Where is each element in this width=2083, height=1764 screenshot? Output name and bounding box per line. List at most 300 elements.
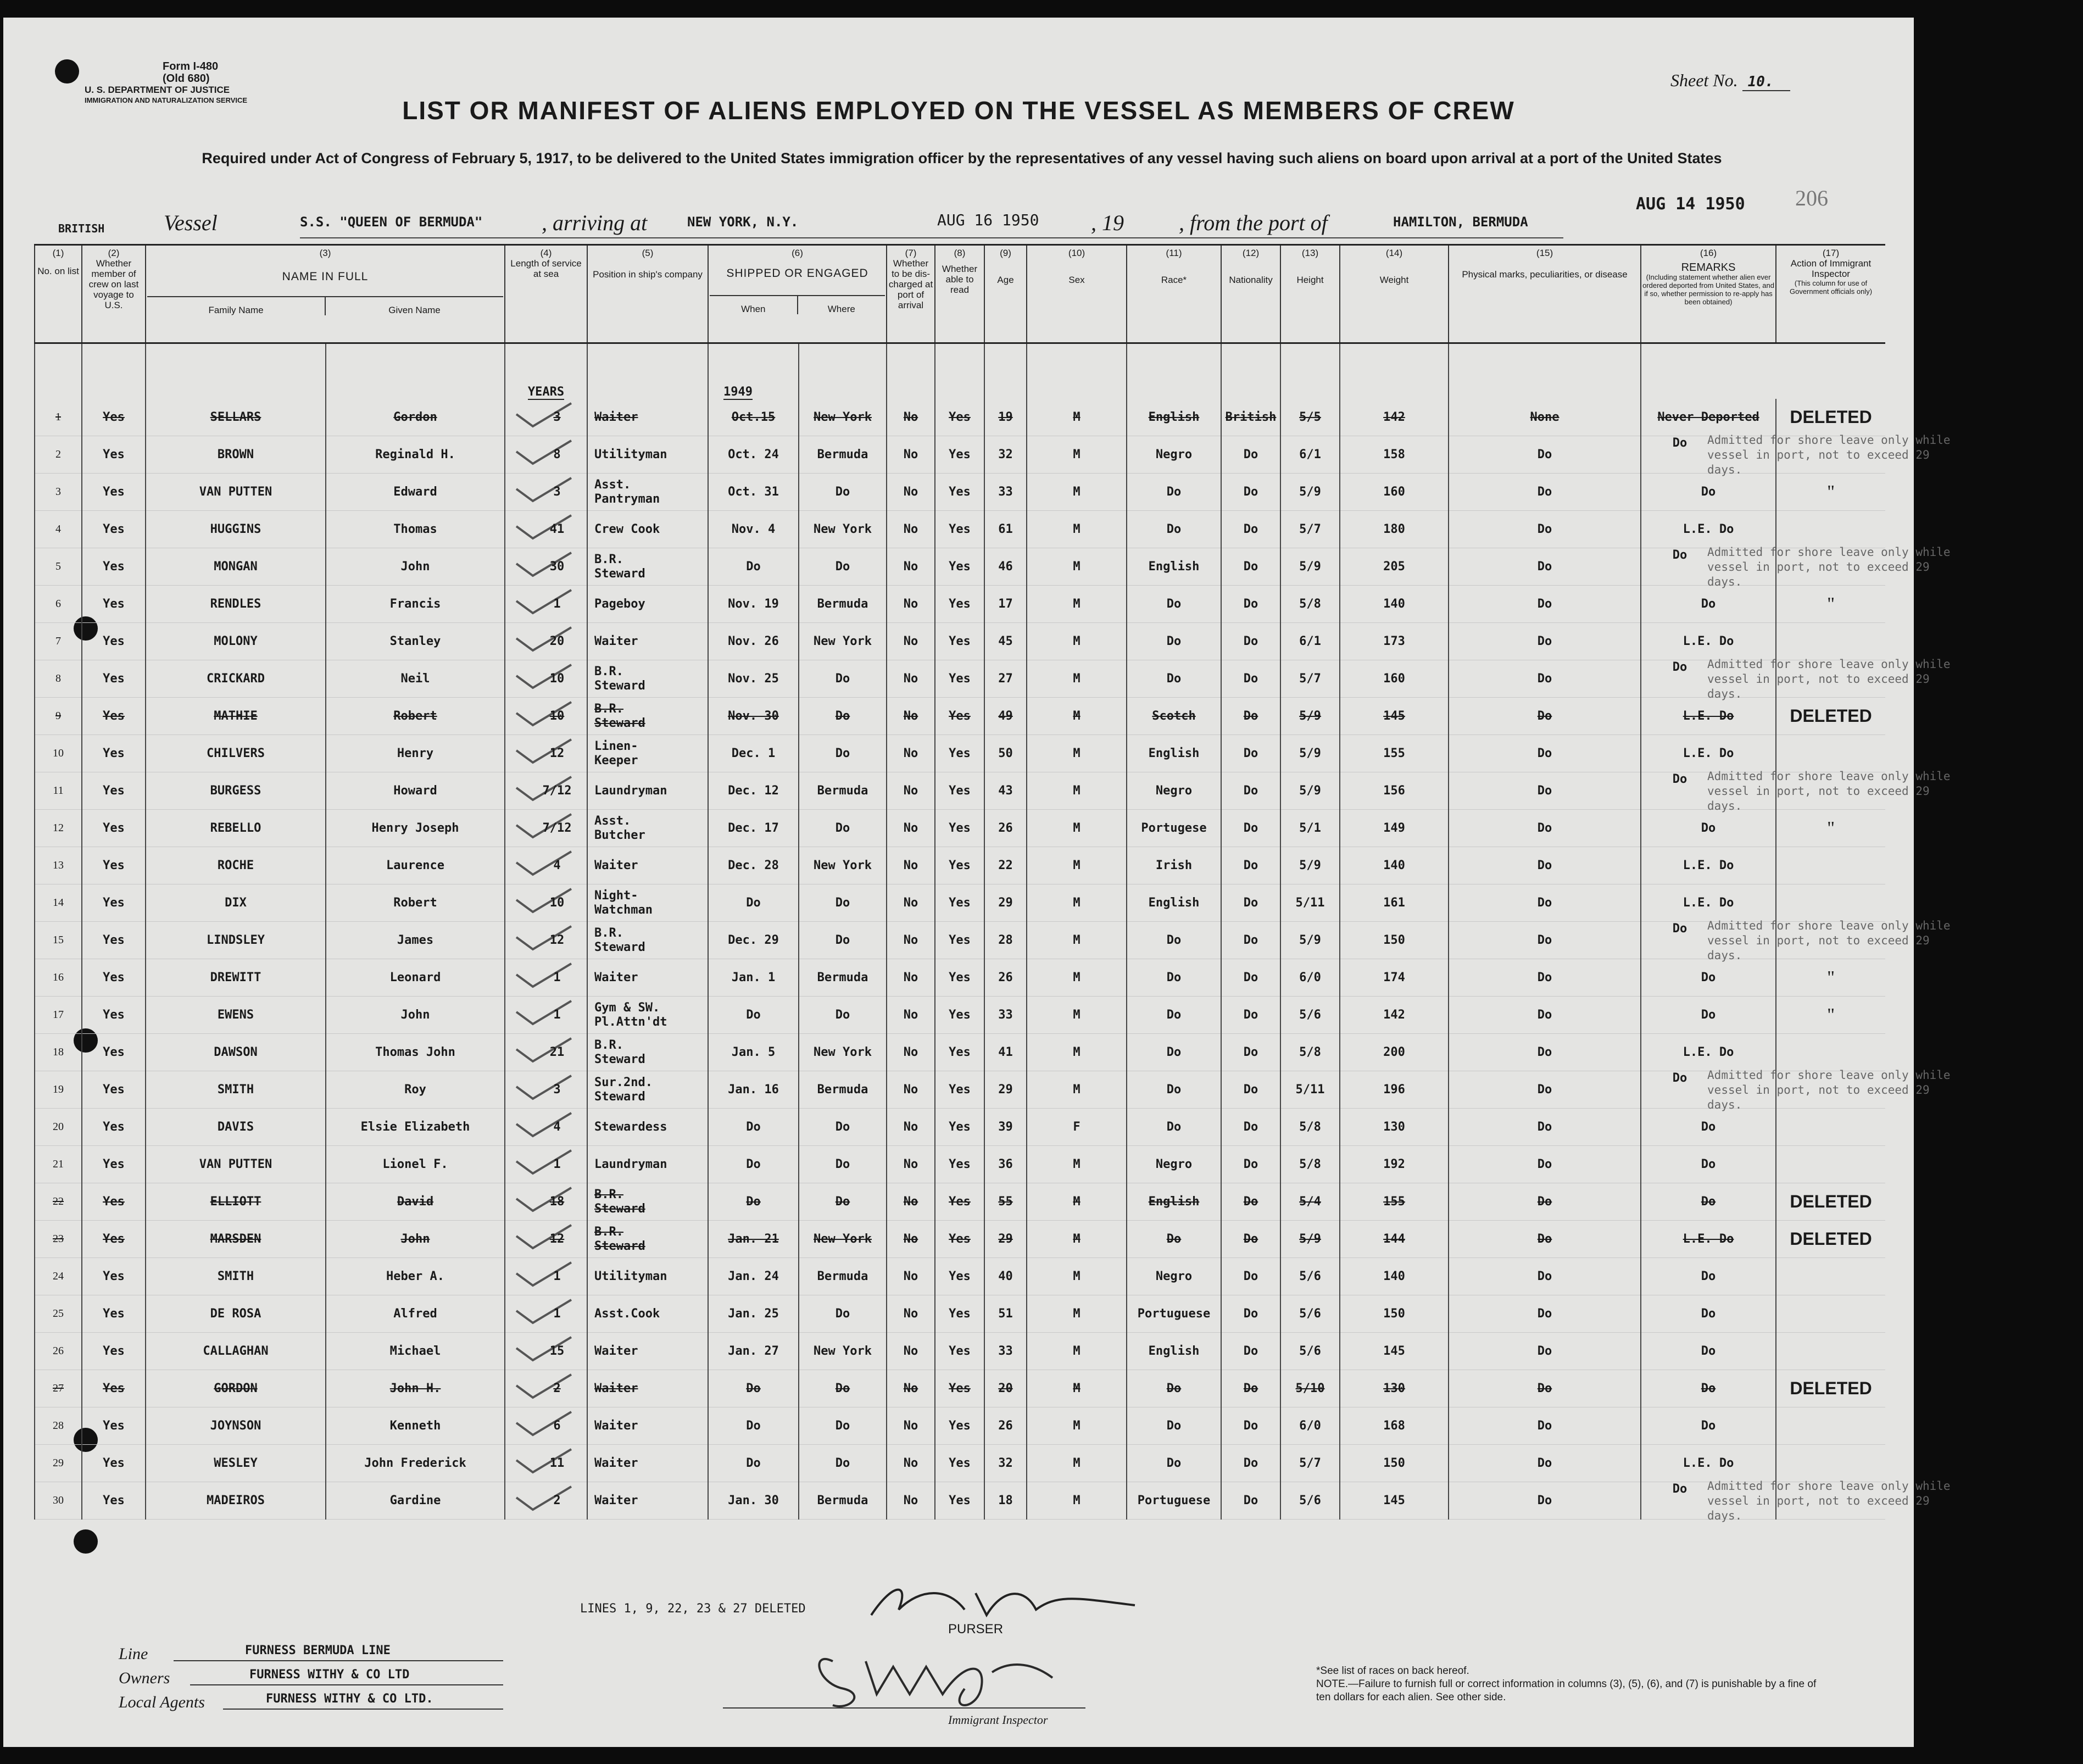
service-cell: 7/12 — [505, 772, 587, 810]
physical-marks-cell: Do — [1449, 548, 1641, 586]
member-cell: Yes — [82, 548, 146, 586]
position-cell: Crew Cook — [587, 511, 708, 548]
member-cell: Yes — [82, 586, 146, 623]
age-cell: 46 — [984, 548, 1027, 586]
given-name-cell: Henry — [326, 735, 505, 772]
check-mark-icon — [516, 1375, 571, 1402]
shipped-where-cell: New York — [799, 511, 887, 548]
vessel-label: Vessel — [164, 210, 218, 235]
sex-cell: M — [1027, 474, 1127, 511]
shipped-when-cell: Do — [708, 1445, 799, 1482]
nationality-cell: Do — [1221, 548, 1280, 586]
row-number: 5 — [35, 548, 82, 586]
shipped-when-cell: Jan. 1 — [708, 959, 799, 997]
weight-cell: 173 — [1340, 623, 1449, 660]
position-cell: B.R. Steward — [587, 698, 708, 735]
weight-cell: 205 — [1340, 548, 1449, 586]
position-cell: Waiter — [587, 399, 708, 436]
deleted-label: DELETED — [1790, 407, 1872, 427]
service-cell: 4 — [505, 1109, 587, 1146]
family-name-cell: CRICKARD — [146, 660, 326, 698]
physical-marks-cell: Do — [1449, 586, 1641, 623]
check-mark-icon — [516, 478, 571, 505]
member-cell: Yes — [82, 1407, 146, 1445]
age-cell: 29 — [984, 1071, 1027, 1109]
table-body — [35, 343, 1951, 1522]
position-cell: Utilityman — [587, 1258, 708, 1295]
table-row — [35, 1445, 1885, 1482]
shipped-when-cell: Oct. 24 — [708, 436, 799, 474]
position-cell: Asst. Pantryman — [587, 474, 708, 511]
position-cell: Laundryman — [587, 1146, 708, 1183]
row-number: 19 — [35, 1071, 82, 1109]
family-name-cell: CALLAGHAN — [146, 1333, 326, 1370]
shipped-when-cell: Jan. 27 — [708, 1333, 799, 1370]
race-cell: Do — [1127, 1370, 1221, 1407]
position-cell: B.R. Steward — [587, 660, 708, 698]
remarks-cell: Do — [1641, 1109, 1776, 1146]
col-name-header: (3) NAME IN FULL Family Name Given Name — [146, 245, 505, 343]
height-cell: 5/10 — [1280, 1370, 1340, 1407]
weight-cell: 142 — [1340, 399, 1449, 436]
deleted-label: DELETED — [1790, 1378, 1872, 1398]
race-cell: Do — [1127, 511, 1221, 548]
given-name-cell: Reginald H. — [326, 436, 505, 474]
remarks-cell: Do — [1641, 474, 1776, 511]
position-cell: Asst.Cook — [587, 1295, 708, 1333]
weight-cell: 192 — [1340, 1146, 1449, 1183]
discharged-cell: No — [887, 772, 935, 810]
row-number: 14 — [35, 884, 82, 922]
read-cell: Yes — [935, 1370, 984, 1407]
given-name-cell: Henry Joseph — [326, 810, 505, 847]
given-name-cell: Gardine — [326, 1482, 505, 1520]
sex-cell: M — [1027, 1221, 1127, 1258]
family-name-cell: DREWITT — [146, 959, 326, 997]
service-cell: 12 — [505, 1221, 587, 1258]
member-cell: Yes — [82, 1370, 146, 1407]
deleted-label: DELETED — [1790, 706, 1872, 726]
physical-marks-cell: Do — [1449, 1221, 1641, 1258]
position-cell: B.R. Steward — [587, 1221, 708, 1258]
read-cell: Yes — [935, 810, 984, 847]
table-row — [35, 997, 1885, 1034]
shore-leave-note: Admitted for shore leave only while vessel in port, not to exceed 29 days. — [1707, 658, 1951, 700]
manifest-sheet — [3, 18, 1951, 1747]
position-cell: Asst. Butcher — [587, 810, 708, 847]
read-cell: Yes — [935, 1407, 984, 1445]
read-cell: Yes — [935, 1258, 984, 1295]
table-row — [35, 959, 1885, 997]
member-cell: Yes — [82, 399, 146, 436]
table-row — [35, 1183, 1885, 1221]
age-cell: 26 — [984, 1407, 1027, 1445]
shipped-when-cell: Oct.15 — [708, 399, 799, 436]
sex-cell: M — [1027, 1407, 1127, 1445]
shipped-where-cell: Do — [799, 1370, 887, 1407]
age-cell: 36 — [984, 1146, 1027, 1183]
discharged-cell: No — [887, 1221, 935, 1258]
discharged-cell: No — [887, 698, 935, 735]
member-cell: Yes — [82, 474, 146, 511]
discharged-cell: No — [887, 884, 935, 922]
physical-marks-cell: Do — [1449, 847, 1641, 884]
shipped-where-cell: Bermuda — [799, 586, 887, 623]
crew-manifest-table — [34, 244, 1951, 1522]
discharged-cell: No — [887, 1482, 935, 1520]
family-name-cell: WESLEY — [146, 1445, 326, 1482]
sex-cell: M — [1027, 1183, 1127, 1221]
row-number: 10 — [35, 735, 82, 772]
position-cell: Waiter — [587, 847, 708, 884]
table-row — [35, 511, 1885, 548]
row-number: 7 — [35, 623, 82, 660]
position-cell: Waiter — [587, 959, 708, 997]
shipped-where-cell: Do — [799, 1146, 887, 1183]
age-cell: 55 — [984, 1183, 1027, 1221]
remarks-cell: Do Admitted for shore leave only while vessel in port, not to exceed 29 days. — [1641, 1482, 1776, 1520]
shipped-where-cell: Do — [799, 548, 887, 586]
discharged-cell: No — [887, 1407, 935, 1445]
weight-cell: 140 — [1340, 1258, 1449, 1295]
physical-marks-cell: Do — [1449, 735, 1641, 772]
weight-cell: 155 — [1340, 735, 1449, 772]
service-cell: 6 — [505, 1407, 587, 1445]
member-cell: Yes — [82, 1333, 146, 1370]
shipped-where-cell: Do — [799, 810, 887, 847]
given-name-cell: Stanley — [326, 623, 505, 660]
given-name-cell: Gordon — [326, 399, 505, 436]
family-name-cell: SMITH — [146, 1071, 326, 1109]
remarks-cell: Do Admitted for shore leave only while vessel in port, not to exceed 29 days. — [1641, 548, 1776, 586]
sex-cell: M — [1027, 959, 1127, 997]
shipped-when-cell: Jan. 24 — [708, 1258, 799, 1295]
height-cell: 5/6 — [1280, 1295, 1340, 1333]
physical-marks-cell: Do — [1449, 1445, 1641, 1482]
col-position-header: (5) Position in ship's company — [587, 245, 708, 343]
nationality-cell: Do — [1221, 1445, 1280, 1482]
member-cell: Yes — [82, 884, 146, 922]
height-cell: 5/8 — [1280, 586, 1340, 623]
nationality-cell: Do — [1221, 997, 1280, 1034]
col-member-header: (2) Whether member of crew on last voyage to U.S. — [82, 245, 146, 343]
service-cell: 7/12 — [505, 810, 587, 847]
remarks-cell: L.E. Do — [1641, 1034, 1776, 1071]
sex-cell: M — [1027, 1034, 1127, 1071]
read-cell: Yes — [935, 735, 984, 772]
col-action-header: (17) Action of Immigrant Inspector (This column for use of Government officials only) — [1776, 245, 1885, 343]
family-name-header: Family Name — [208, 305, 264, 315]
height-cell: 5/5 — [1280, 399, 1340, 436]
col-age-header: (9) Age — [984, 245, 1027, 343]
age-cell: 50 — [984, 735, 1027, 772]
table-row — [35, 884, 1885, 922]
shipped-when-cell: Jan. 5 — [708, 1034, 799, 1071]
remarks-cell: Do Admitted for shore leave only while vessel in port, not to exceed 29 days. — [1641, 772, 1776, 810]
service-cell: 15 — [505, 1333, 587, 1370]
table-row — [35, 1333, 1885, 1370]
remarks-cell: Do — [1641, 1370, 1776, 1407]
given-name-cell: James — [326, 922, 505, 959]
position-cell: Waiter — [587, 1482, 708, 1520]
row-number: 23 — [35, 1221, 82, 1258]
remarks-cell: L.E. Do — [1641, 735, 1776, 772]
nationality-cell: Do — [1221, 660, 1280, 698]
action-cell — [1776, 399, 1885, 436]
table-row — [35, 548, 1885, 586]
family-name-cell: EWENS — [146, 997, 326, 1034]
discharged-cell: No — [887, 1034, 935, 1071]
family-name-cell: GORDON — [146, 1370, 326, 1407]
height-cell: 5/9 — [1280, 847, 1340, 884]
weight-cell: 150 — [1340, 1295, 1449, 1333]
discharged-cell: No — [887, 511, 935, 548]
height-cell: 5/6 — [1280, 1482, 1340, 1520]
table-row — [35, 1295, 1885, 1333]
height-cell: 5/6 — [1280, 1333, 1340, 1370]
height-cell: 5/8 — [1280, 1034, 1340, 1071]
weight-cell: 140 — [1340, 586, 1449, 623]
table-header — [35, 245, 1885, 343]
service-cell: 2 — [505, 1370, 587, 1407]
table-row — [35, 772, 1885, 810]
weight-cell: 145 — [1340, 1482, 1449, 1520]
table-row — [35, 586, 1885, 623]
check-mark-icon — [516, 1262, 571, 1290]
age-cell: 29 — [984, 1221, 1027, 1258]
action-cell — [1776, 1109, 1885, 1146]
year-1949-marker: 1949 — [723, 385, 753, 399]
agents-label: Local Agents — [119, 1693, 205, 1711]
row-number: 18 — [35, 1034, 82, 1071]
action-cell: " — [1776, 474, 1885, 511]
action-cell — [1776, 1034, 1885, 1071]
physical-marks-cell: None — [1449, 399, 1641, 436]
race-cell: Do — [1127, 1221, 1221, 1258]
weight-cell: 144 — [1340, 1221, 1449, 1258]
shipped-when-cell: Nov. 30 — [708, 698, 799, 735]
height-cell: 6/1 — [1280, 436, 1340, 474]
form-number: Form I-480 (Old 680) — [163, 60, 219, 85]
col-shipped-header: (6) SHIPPED OR ENGAGED When Where — [708, 245, 887, 343]
given-name-cell: John Frederick — [326, 1445, 505, 1482]
shipped-when-cell: Dec. 17 — [708, 810, 799, 847]
race-cell: Do — [1127, 1445, 1221, 1482]
race-cell: Portugese — [1127, 810, 1221, 847]
read-cell: Yes — [935, 548, 984, 586]
member-cell: Yes — [82, 1295, 146, 1333]
family-name-cell: VAN PUTTEN — [146, 474, 326, 511]
sex-cell: M — [1027, 997, 1127, 1034]
check-mark-icon — [516, 1300, 571, 1327]
read-cell: Yes — [935, 1333, 984, 1370]
table-row — [35, 1146, 1885, 1183]
inspector-label: Immigrant Inspector — [948, 1713, 1048, 1727]
action-cell — [1776, 623, 1885, 660]
given-name-cell: Elsie Elizabeth — [326, 1109, 505, 1146]
read-cell: Yes — [935, 884, 984, 922]
family-name-cell: BROWN — [146, 436, 326, 474]
remarks-cell: Do — [1641, 1295, 1776, 1333]
shipped-where-cell: Do — [799, 660, 887, 698]
service-cell: 8 — [505, 436, 587, 474]
weight-cell: 160 — [1340, 660, 1449, 698]
age-cell: 32 — [984, 436, 1027, 474]
check-mark-icon — [516, 1001, 571, 1028]
deleted-label: DELETED — [1790, 1192, 1872, 1211]
height-cell: 5/9 — [1280, 922, 1340, 959]
department-header: U. S. DEPARTMENT OF JUSTICE IMMIGRATION AND NATURALIZATION SERVICE — [85, 85, 248, 104]
remarks-cell: Do — [1641, 1146, 1776, 1183]
read-cell: Yes — [935, 399, 984, 436]
sex-cell: M — [1027, 1146, 1127, 1183]
remarks-cell: L.E. Do — [1641, 847, 1776, 884]
nationality-cell: Do — [1221, 1295, 1280, 1333]
physical-marks-cell: Do — [1449, 1370, 1641, 1407]
weight-cell: 160 — [1340, 474, 1449, 511]
physical-marks-cell: Do — [1449, 959, 1641, 997]
height-cell: 5/6 — [1280, 1258, 1340, 1295]
age-cell: 41 — [984, 1034, 1027, 1071]
race-cell: Portuguese — [1127, 1482, 1221, 1520]
discharged-cell: No — [887, 1295, 935, 1333]
nationality-cell: Do — [1221, 772, 1280, 810]
weight-cell: 200 — [1340, 1034, 1449, 1071]
shipped-where-cell: New York — [799, 1221, 887, 1258]
agents-underline — [223, 1709, 503, 1710]
position-cell: Utilityman — [587, 436, 708, 474]
physical-marks-cell: Do — [1449, 1333, 1641, 1370]
check-mark-icon — [516, 1150, 571, 1178]
read-cell: Yes — [935, 1445, 984, 1482]
discharged-cell: No — [887, 1333, 935, 1370]
weight-cell: 161 — [1340, 884, 1449, 922]
race-cell: Negro — [1127, 1146, 1221, 1183]
race-cell: Do — [1127, 586, 1221, 623]
discharged-cell: No — [887, 623, 935, 660]
service-cell: 11 — [505, 1445, 587, 1482]
check-mark-icon — [516, 590, 571, 617]
member-cell: Yes — [82, 922, 146, 959]
check-mark-icon — [516, 403, 571, 431]
remarks-cell: L.E. Do — [1641, 1221, 1776, 1258]
age-cell: 22 — [984, 847, 1027, 884]
nationality-cell: Do — [1221, 1370, 1280, 1407]
height-cell: 6/0 — [1280, 959, 1340, 997]
sex-cell: M — [1027, 586, 1127, 623]
shipped-where-cell: Do — [799, 997, 887, 1034]
deleted-label: DELETED — [1790, 1229, 1872, 1249]
physical-marks-cell: Do — [1449, 660, 1641, 698]
binder-hole — [55, 59, 79, 84]
service-cell: 41 — [505, 511, 587, 548]
sex-cell: M — [1027, 884, 1127, 922]
service-cell: 1 — [505, 586, 587, 623]
race-cell: Irish — [1127, 847, 1221, 884]
discharged-cell: No — [887, 1109, 935, 1146]
member-cell: Yes — [82, 1258, 146, 1295]
read-cell: Yes — [935, 511, 984, 548]
physical-marks-cell: Do — [1449, 1258, 1641, 1295]
shipped-when-cell: Do — [708, 1370, 799, 1407]
purser-label: PURSER — [948, 1622, 1004, 1637]
action-cell — [1776, 847, 1885, 884]
weight-cell: 130 — [1340, 1370, 1449, 1407]
row-number: 3 — [35, 474, 82, 511]
shipped-where-cell: Do — [799, 1407, 887, 1445]
weight-cell: 145 — [1340, 698, 1449, 735]
given-name-cell: Roy — [326, 1071, 505, 1109]
nationality-cell: Do — [1221, 884, 1280, 922]
shipped-when-cell: Do — [708, 997, 799, 1034]
discharged-cell: No — [887, 586, 935, 623]
weight-cell: 140 — [1340, 847, 1449, 884]
remarks-cell: L.E. Do — [1641, 623, 1776, 660]
shipped-where-header: Where — [797, 296, 885, 314]
discharged-cell: No — [887, 1146, 935, 1183]
line-value: FURNESS BERMUDA LINE — [245, 1644, 391, 1657]
action-cell — [1776, 1146, 1885, 1183]
race-cell: Do — [1127, 1034, 1221, 1071]
read-cell: Yes — [935, 1482, 984, 1520]
age-cell: 61 — [984, 511, 1027, 548]
row-number: 15 — [35, 922, 82, 959]
sex-cell: M — [1027, 1258, 1127, 1295]
age-cell: 39 — [984, 1109, 1027, 1146]
physical-marks-cell: Do — [1449, 698, 1641, 735]
age-cell: 29 — [984, 884, 1027, 922]
weight-cell: 145 — [1340, 1333, 1449, 1370]
weight-cell: 168 — [1340, 1407, 1449, 1445]
arriving-label: , arriving at — [542, 210, 648, 235]
read-cell: Yes — [935, 922, 984, 959]
discharged-cell: No — [887, 1445, 935, 1482]
shipped-where-cell: Do — [799, 1109, 887, 1146]
remarks-cell: Do — [1641, 997, 1776, 1034]
table-row — [35, 1407, 1885, 1445]
discharged-cell: No — [887, 436, 935, 474]
given-name-cell: Lionel F. — [326, 1146, 505, 1183]
position-cell: Stewardess — [587, 1109, 708, 1146]
table-row — [35, 436, 1885, 474]
row-number: 2 — [35, 436, 82, 474]
discharged-cell: No — [887, 810, 935, 847]
nationality-cell: Do — [1221, 735, 1280, 772]
table-row — [35, 922, 1885, 959]
action-cell — [1776, 1295, 1885, 1333]
page-subtitle: Required under Act of Congress of February 5, 1917, to be delivered to the United States immigration officer by the representatives of any vessel having such aliens on board upon arrival at a port of the United States — [202, 150, 1722, 166]
race-cell: Do — [1127, 1109, 1221, 1146]
remarks-cell: Do Admitted for shore leave only while vessel in port, not to exceed 29 days. — [1641, 922, 1776, 959]
member-cell: Yes — [82, 1482, 146, 1520]
race-cell: English — [1127, 399, 1221, 436]
nationality-cell: Do — [1221, 511, 1280, 548]
given-name-cell: Laurence — [326, 847, 505, 884]
sex-cell: M — [1027, 735, 1127, 772]
race-cell: Do — [1127, 1407, 1221, 1445]
table-row — [35, 810, 1885, 847]
given-name-header: Given Name — [325, 297, 503, 315]
agents-value: FURNESS WITHY & CO LTD. — [266, 1692, 433, 1706]
sex-cell: M — [1027, 511, 1127, 548]
table-row — [35, 399, 1885, 436]
physical-marks-cell: Do — [1449, 772, 1641, 810]
shipped-when-cell: Dec. 12 — [708, 772, 799, 810]
read-cell: Yes — [935, 660, 984, 698]
height-cell: 6/0 — [1280, 1407, 1340, 1445]
member-cell: Yes — [82, 1146, 146, 1183]
shore-leave-note: Admitted for shore leave only while vessel in port, not to exceed 29 days. — [1707, 1069, 1951, 1111]
